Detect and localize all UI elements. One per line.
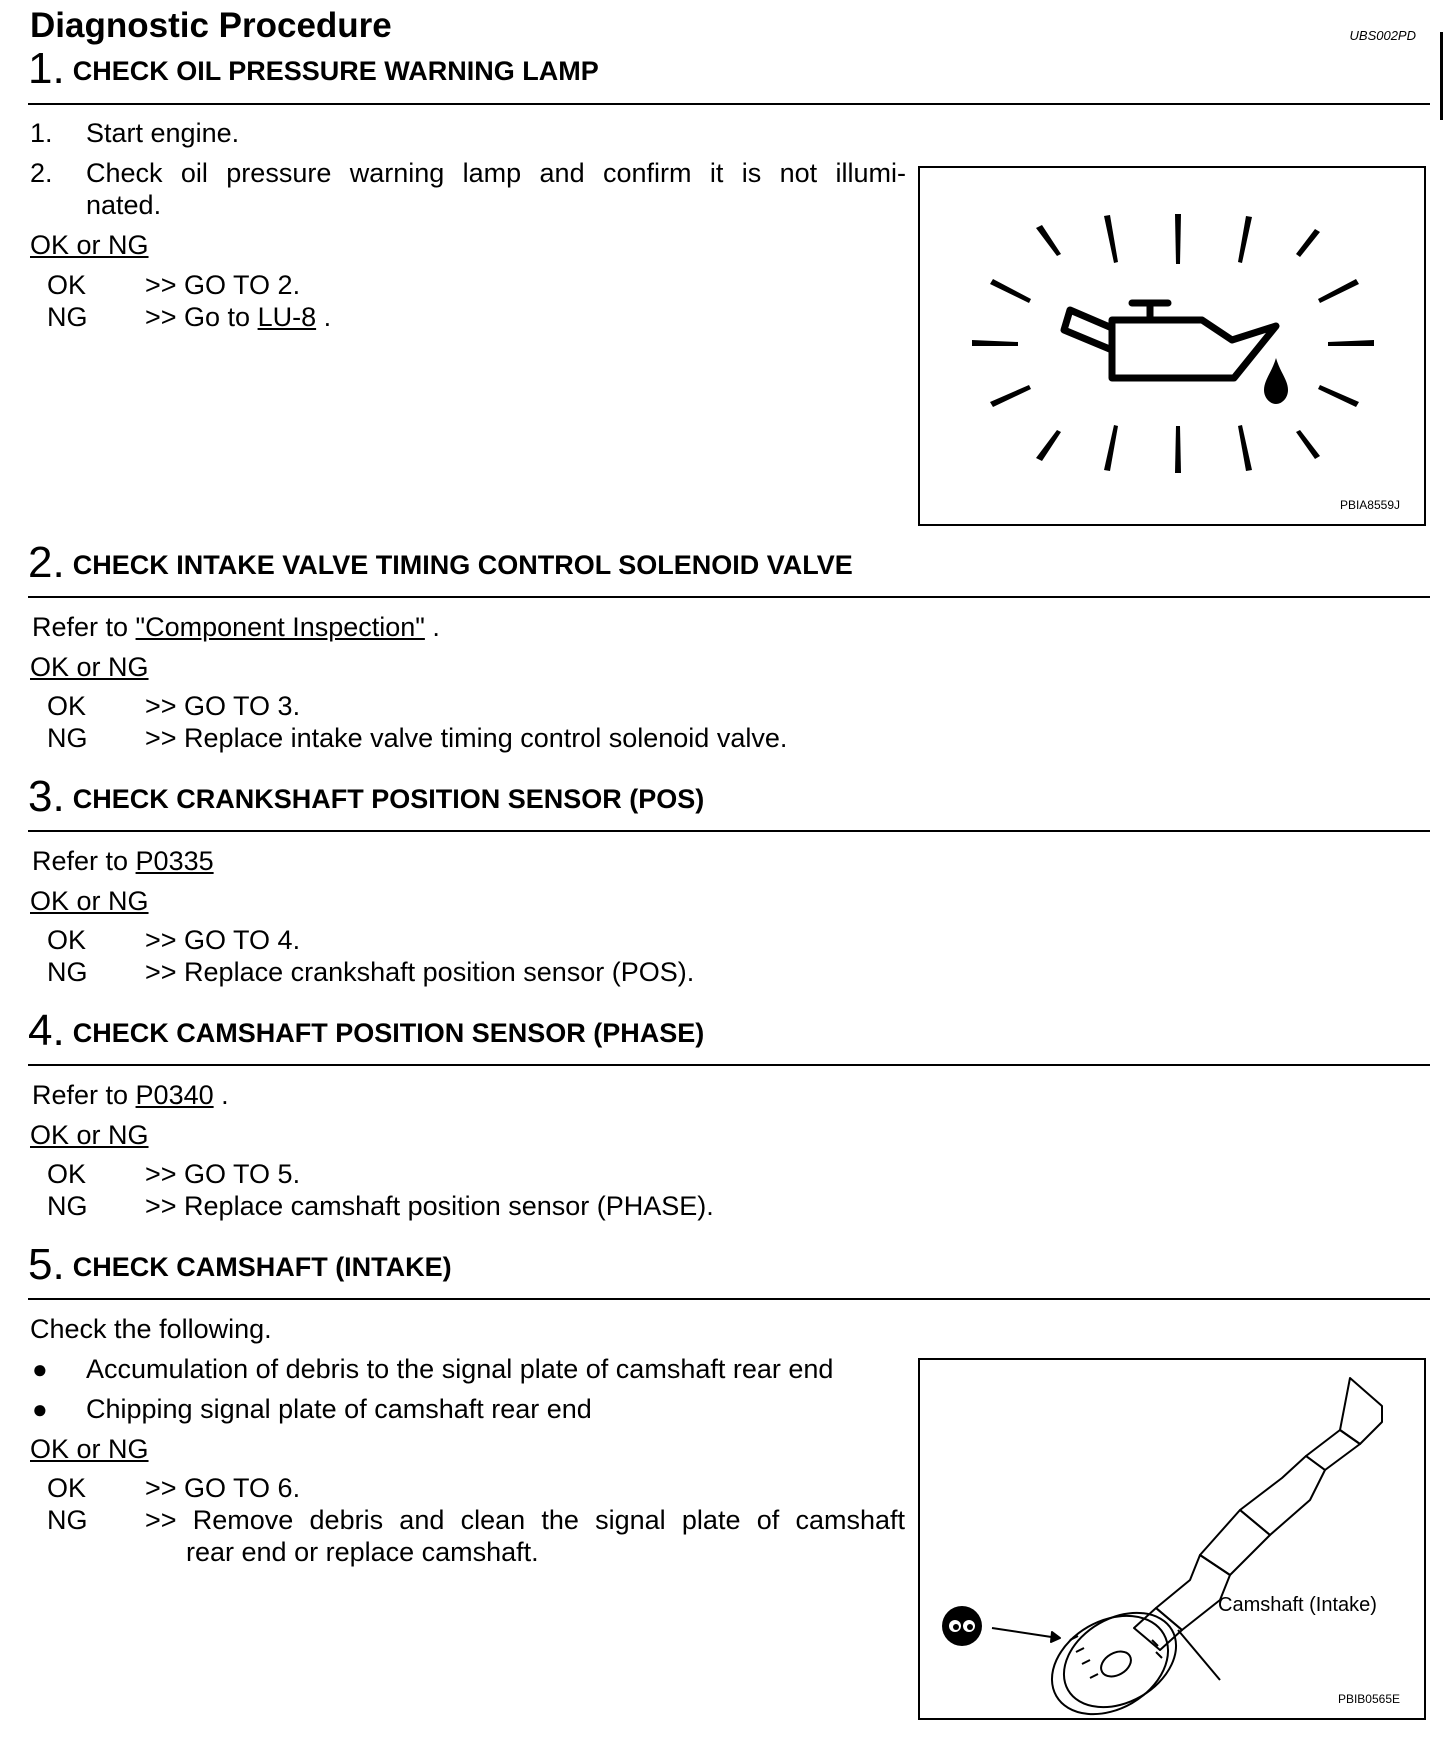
ok-or-ng-label: OK or NG	[30, 1434, 149, 1464]
figure-code: PBIA8559J	[1339, 498, 1400, 512]
section-number: 4.	[28, 1006, 65, 1055]
ng-key: NG	[47, 302, 88, 332]
ok-text: >> GO TO 2.	[145, 270, 301, 300]
p0340-link[interactable]: P0340	[135, 1080, 214, 1110]
ng-result	[0, 1191, 900, 1225]
bullet-icon: ●	[32, 1394, 48, 1424]
ng-text-continued: rear end or replace camshaft.	[186, 1537, 539, 1567]
step-text-continued: nated.	[86, 190, 162, 220]
ng-key: NG	[47, 957, 88, 987]
ng-key: NG	[47, 723, 88, 753]
change-bar	[1440, 32, 1443, 120]
section-2-heading	[28, 538, 853, 588]
component-inspection-link[interactable]: "Component Inspection"	[135, 612, 425, 642]
ok-result	[0, 1473, 910, 1507]
bullet-text: Chipping signal plate of camshaft rear end	[86, 1394, 592, 1424]
page-title: Diagnostic Procedure	[30, 6, 392, 45]
bullet-icon: ●	[32, 1354, 48, 1384]
ok-text: >> GO TO 3.	[145, 691, 301, 721]
refer-prefix: Refer to	[32, 612, 136, 642]
section-5-heading	[28, 1240, 452, 1290]
section-1-heading	[28, 44, 599, 94]
ok-text: >> GO TO 4.	[145, 925, 301, 955]
ok-key: OK	[47, 1159, 87, 1189]
section-3-rule	[28, 830, 1430, 832]
section-4-rule	[28, 1064, 1430, 1066]
refer-prefix: Refer to	[32, 1080, 136, 1110]
step-number: 2.	[30, 158, 53, 188]
ng-result	[0, 957, 900, 991]
ng-text	[145, 302, 331, 333]
oil-lamp-figure	[918, 166, 1426, 526]
oil-can-icon	[920, 168, 1424, 524]
ok-key: OK	[47, 691, 87, 721]
ok-or-ng-label: OK or NG	[30, 652, 149, 682]
ok-result	[0, 925, 900, 959]
refer-suffix: .	[424, 612, 440, 642]
camshaft-icon	[920, 1360, 1424, 1718]
refer-line	[32, 846, 214, 877]
ok-key: OK	[47, 925, 87, 955]
ng-result	[0, 723, 900, 757]
lu-8-link[interactable]: LU-8	[257, 302, 317, 332]
ng-key: NG	[47, 1505, 88, 1535]
step-text: Start engine.	[86, 118, 240, 148]
step-number: 1.	[30, 118, 53, 148]
ok-text: >> GO TO 5.	[145, 1159, 301, 1189]
ng-prefix: >> Go to	[145, 302, 258, 332]
ok-key: OK	[47, 270, 87, 300]
ok-result	[0, 1159, 900, 1193]
ng-text: >> Replace intake valve timing control solenoid valve.	[145, 723, 788, 753]
section-title: CHECK INTAKE VALVE TIMING CONTROL SOLENOID VALVE	[72, 550, 853, 580]
ng-key: NG	[47, 1191, 88, 1221]
section-number: 3.	[28, 772, 65, 821]
intro-text: Check the following.	[30, 1314, 272, 1344]
ok-text: >> GO TO 6.	[145, 1473, 301, 1503]
ng-suffix: .	[316, 302, 332, 332]
bullet-text: Accumulation of debris to the signal plate of camshaft rear end	[86, 1354, 834, 1384]
ng-result	[0, 1505, 910, 1539]
section-title: CHECK OIL PRESSURE WARNING LAMP	[72, 56, 599, 86]
figure-code: PBIB0565E	[1337, 1692, 1400, 1706]
section-number: 2.	[28, 538, 65, 587]
ng-result	[0, 302, 900, 336]
section-title: CHECK CAMSHAFT (INTAKE)	[72, 1252, 452, 1282]
refer-suffix: .	[213, 1080, 229, 1110]
ok-or-ng-label: OK or NG	[30, 886, 149, 916]
camshaft-figure	[918, 1358, 1426, 1720]
section-2-rule	[28, 596, 1430, 598]
section-3-heading	[28, 772, 704, 822]
refer-line	[32, 612, 440, 643]
p0335-link[interactable]: P0335	[135, 846, 214, 876]
ng-text: >> Replace camshaft position sensor (PHASE).	[145, 1191, 714, 1221]
ok-result	[0, 270, 900, 304]
ok-or-ng-label: OK or NG	[30, 1120, 149, 1150]
ng-text: >> Replace crankshaft position sensor (POS).	[145, 957, 695, 987]
section-5-rule	[28, 1298, 1430, 1300]
refer-line	[32, 1080, 229, 1111]
section-number: 1.	[28, 44, 65, 93]
step-text: Check oil pressure warning lamp and confirm it is not illumi-	[86, 158, 906, 188]
ok-or-ng-label: OK or NG	[30, 230, 149, 260]
camshaft-label: Camshaft (Intake)	[1218, 1594, 1377, 1616]
section-title: CHECK CRANKSHAFT POSITION SENSOR (POS)	[72, 784, 705, 814]
section-1-rule	[28, 103, 1430, 105]
section-title: CHECK CAMSHAFT POSITION SENSOR (PHASE)	[72, 1018, 705, 1048]
refer-prefix: Refer to	[32, 846, 136, 876]
section-4-heading	[28, 1006, 704, 1056]
section-number: 5.	[28, 1240, 65, 1289]
ng-text: >> Remove debris and clean the signal plate of camshaft	[145, 1505, 905, 1535]
ok-result	[0, 691, 900, 725]
document-id: UBS002PD	[1349, 28, 1416, 43]
ok-key: OK	[47, 1473, 87, 1503]
